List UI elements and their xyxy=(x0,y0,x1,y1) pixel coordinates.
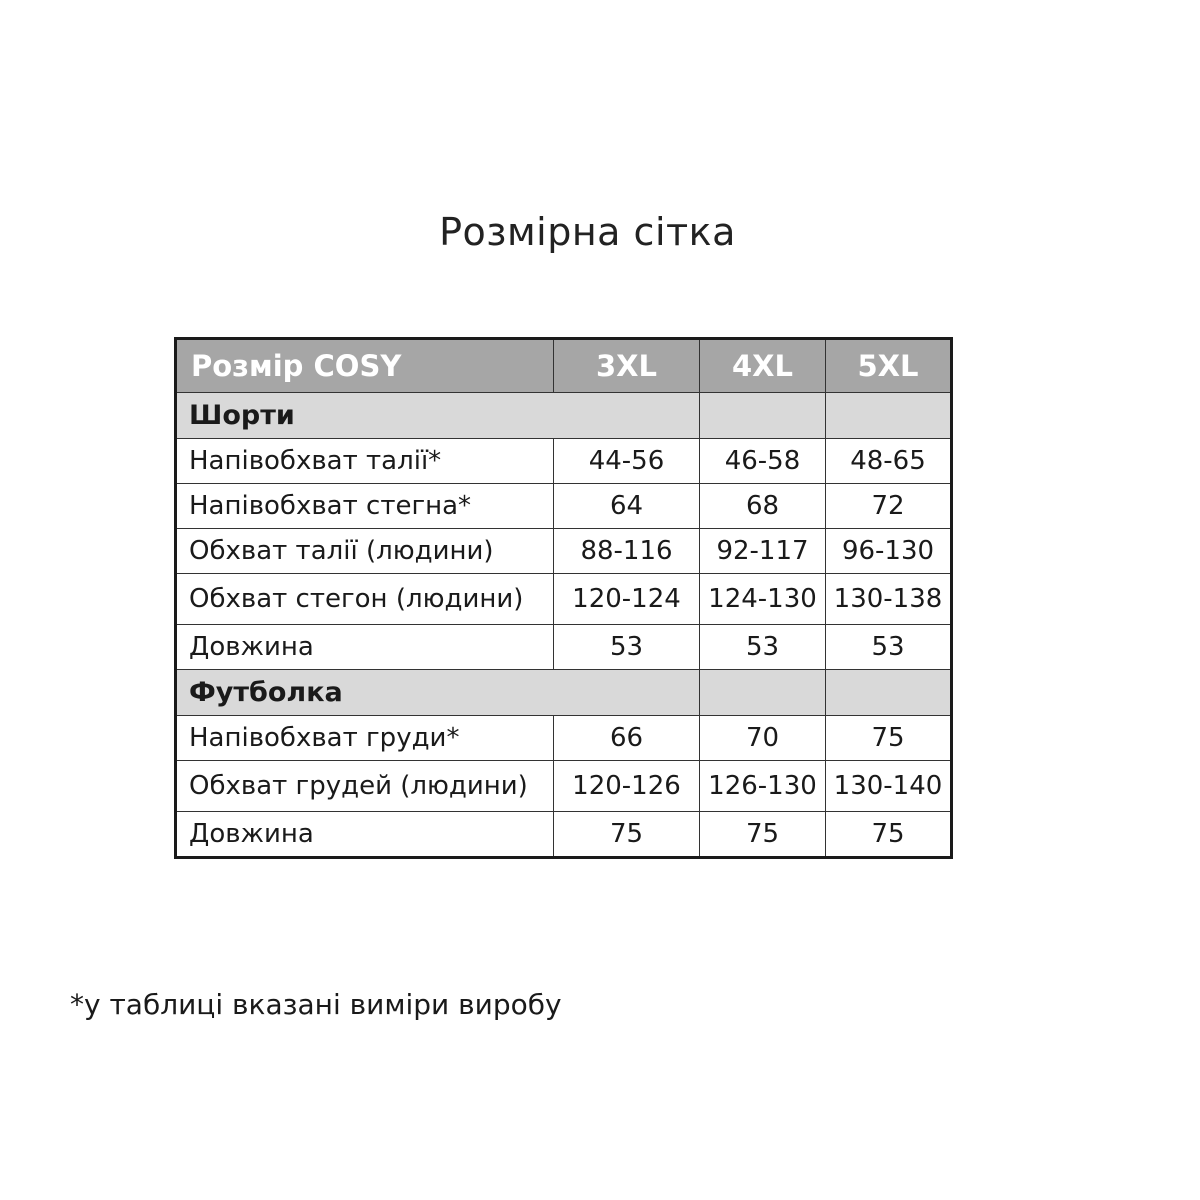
table-header-row xyxy=(176,339,952,393)
table-row xyxy=(176,761,952,812)
table-cell: 48-65 xyxy=(826,439,952,484)
table-row xyxy=(176,625,952,670)
row-label: Обхват грудей (людини) xyxy=(176,761,554,812)
row-label: Напівобхват стегна* xyxy=(176,484,554,529)
header-size-label: Розмір COSY xyxy=(176,339,554,393)
table-cell: 70 xyxy=(700,716,826,761)
table-cell: 120-124 xyxy=(554,574,700,625)
row-label: Обхват стегон (людини) xyxy=(176,574,554,625)
footnote: *у таблиці вказані виміри виробу xyxy=(70,988,562,1021)
table-row xyxy=(176,716,952,761)
page-title: Розмірна сітка xyxy=(439,210,736,254)
table-cell: 64 xyxy=(554,484,700,529)
table-cell: 124-130 xyxy=(700,574,826,625)
table-cell: 120-126 xyxy=(554,761,700,812)
table-cell: 75 xyxy=(700,812,826,858)
table-cell: 66 xyxy=(554,716,700,761)
table-cell: 75 xyxy=(826,716,952,761)
table-cell: 53 xyxy=(554,625,700,670)
section-filler xyxy=(826,393,952,439)
header-size-3xl: 3XL xyxy=(554,339,700,393)
section-filler xyxy=(826,670,952,716)
section-row-tshirt xyxy=(176,670,952,716)
table-cell: 46-58 xyxy=(700,439,826,484)
table-cell: 126-130 xyxy=(700,761,826,812)
table-cell: 88-116 xyxy=(554,529,700,574)
section-title: Шорти xyxy=(176,393,700,439)
row-label: Довжина xyxy=(176,625,554,670)
section-row-shorts xyxy=(176,393,952,439)
table-cell: 96-130 xyxy=(826,529,952,574)
size-chart-table xyxy=(174,337,953,859)
table-cell: 130-138 xyxy=(826,574,952,625)
table-row xyxy=(176,529,952,574)
section-filler xyxy=(700,670,826,716)
row-label: Напівобхват талії* xyxy=(176,439,554,484)
table-cell: 130-140 xyxy=(826,761,952,812)
header-size-5xl: 5XL xyxy=(826,339,952,393)
header-size-4xl: 4XL xyxy=(700,339,826,393)
table-cell: 72 xyxy=(826,484,952,529)
table-row xyxy=(176,812,952,858)
table-cell: 92-117 xyxy=(700,529,826,574)
table-cell: 44-56 xyxy=(554,439,700,484)
section-title: Футболка xyxy=(176,670,700,716)
table-cell: 53 xyxy=(826,625,952,670)
table-cell: 75 xyxy=(826,812,952,858)
table-cell: 75 xyxy=(554,812,700,858)
row-label: Довжина xyxy=(176,812,554,858)
table-row xyxy=(176,484,952,529)
row-label: Обхват талії (людини) xyxy=(176,529,554,574)
row-label: Напівобхват груди* xyxy=(176,716,554,761)
section-filler xyxy=(700,393,826,439)
table-row xyxy=(176,439,952,484)
table-cell: 68 xyxy=(700,484,826,529)
table-row xyxy=(176,574,952,625)
table-cell: 53 xyxy=(700,625,826,670)
